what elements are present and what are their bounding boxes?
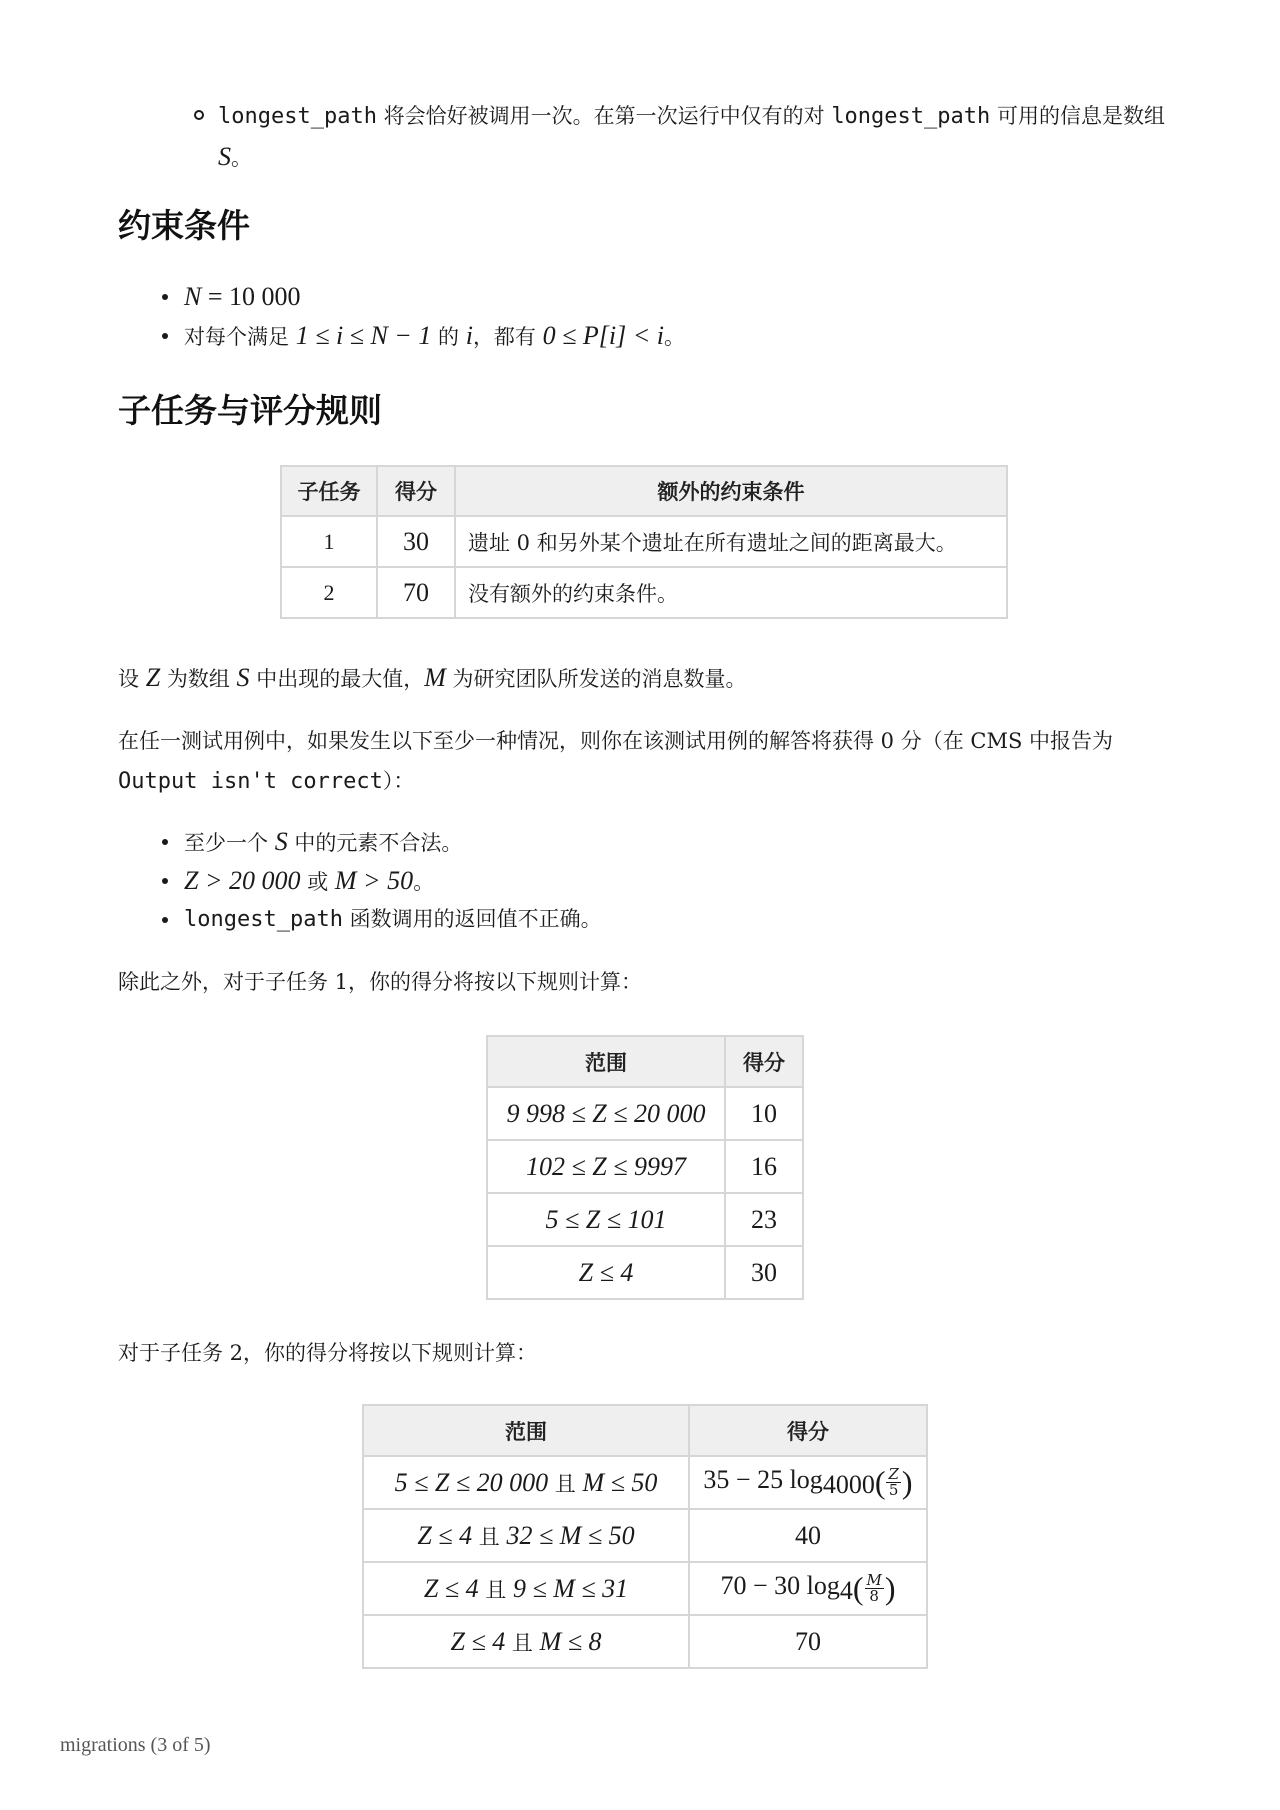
denominator: 8 <box>869 1587 879 1605</box>
denominator: 5 <box>888 1481 899 1499</box>
log-base: 4000 <box>822 1470 875 1500</box>
text: 且 <box>478 1577 513 1602</box>
subtasks-heading: 子任务与评分规则 <box>118 391 382 430</box>
sub-list-item <box>218 96 1178 178</box>
math-expr: M ≤ 50 <box>582 1467 658 1497</box>
cell-range: 5 ≤ Z ≤ 101 <box>487 1193 725 1246</box>
math-expr: 5 ≤ Z ≤ 20 000 <box>394 1467 549 1497</box>
text: 可用的信息是数组 <box>990 104 1165 128</box>
text: 。 <box>231 146 252 170</box>
table-row <box>281 567 1007 618</box>
table-header-row <box>281 466 1007 516</box>
subtask1-scoring-table <box>486 1035 804 1300</box>
paren: ( <box>852 1570 864 1606</box>
list-item <box>118 861 602 900</box>
text: 对每个满足 <box>184 325 296 349</box>
text: 且 <box>548 1471 583 1496</box>
column-header: 范围 <box>487 1036 725 1087</box>
column-header: 得分 <box>377 466 455 516</box>
math-expr: Z ≤ 4 <box>450 1626 506 1656</box>
cell-score: 70 <box>689 1615 927 1668</box>
cell-score: 70 <box>377 567 455 618</box>
math-var: i <box>465 321 473 350</box>
paragraph: 除此之外，对于子任务 1，你的得分将按以下规则计算： <box>118 970 643 994</box>
cell-score: 40 <box>689 1509 927 1562</box>
table-row <box>363 1509 927 1562</box>
cell-score: 16 <box>725 1140 803 1193</box>
table-header-row <box>487 1036 803 1087</box>
math-expr: 1 ≤ i ≤ N − 1 <box>295 321 432 350</box>
math-expr: 32 ≤ M ≤ 50 <box>506 1520 635 1550</box>
cell-range: 9 998 ≤ Z ≤ 20 000 <box>487 1087 725 1140</box>
code-longest-path: longest_path <box>831 104 991 129</box>
math-expr: 35 − 25 log <box>703 1465 823 1494</box>
list-item <box>118 277 685 316</box>
text: 设 <box>118 667 146 691</box>
cell-constraint: 没有额外的约束条件。 <box>455 567 1007 618</box>
fraction <box>886 1467 900 1498</box>
math-expr: M > 50 <box>334 866 414 895</box>
table-row <box>487 1246 803 1299</box>
list-item <box>118 316 685 355</box>
paragraph <box>118 721 1178 802</box>
table-row <box>487 1087 803 1140</box>
cell-range: Z ≤ 4 <box>487 1246 725 1299</box>
numerator: M <box>866 1571 882 1589</box>
text: 的 <box>431 325 466 349</box>
text: 至少一个 <box>184 831 275 855</box>
list-item <box>118 822 602 861</box>
cell-score: 30 <box>725 1246 803 1299</box>
failure-list <box>118 822 602 939</box>
math-expr: 70 − 30 log <box>720 1571 840 1600</box>
text: 且 <box>472 1524 507 1549</box>
text: 在任一测试用例中，如果发生以下至少一种情况，则你在该测试用例的解答将获得 0 分（在 CMS 中报告为 <box>118 729 1114 753</box>
cell-range: 102 ≤ Z ≤ 9997 <box>487 1140 725 1193</box>
math-expr: M ≤ 8 <box>539 1626 602 1656</box>
text: 中的元素不合法。 <box>287 831 463 855</box>
text: 且 <box>505 1630 540 1655</box>
column-header: 范围 <box>363 1405 689 1456</box>
table-row <box>487 1140 803 1193</box>
code-longest-path: longest_path <box>218 104 377 129</box>
subtask2-scoring-table <box>362 1404 928 1669</box>
log-base: 4 <box>839 1576 853 1606</box>
paren: ) <box>884 1570 896 1606</box>
numerator: Z <box>888 1465 899 1483</box>
math-expr: Z ≤ 4 <box>423 1573 479 1603</box>
table-row <box>281 516 1007 567</box>
text: ）： <box>382 769 415 793</box>
cell-score: 23 <box>725 1193 803 1246</box>
math-expr: Z > 20 000 <box>184 866 301 895</box>
paragraph: 对于子任务 2，你的得分将按以下规则计算： <box>118 1341 538 1365</box>
constraints-list <box>118 277 685 355</box>
cell-range <box>363 1562 689 1615</box>
math-expr: = 10 000 <box>201 282 301 311</box>
table-row <box>363 1562 927 1615</box>
cell-constraint: 遗址 0 和另外某个遗址在所有遗址之间的距离最大。 <box>455 516 1007 567</box>
cell-subtask: 2 <box>281 567 377 618</box>
subtasks-table <box>280 465 1008 619</box>
text: 将会恰好被调用一次。在第一次运行中仅有的对 <box>376 104 832 128</box>
code-output: Output isn't correct <box>118 769 383 794</box>
math-expr: Z ≤ 4 <box>417 1520 473 1550</box>
column-header: 得分 <box>725 1036 803 1087</box>
text: 为数组 <box>160 667 237 691</box>
table-row <box>363 1615 927 1668</box>
cell-range <box>363 1509 689 1562</box>
constraints-heading: 约束条件 <box>118 206 250 245</box>
text: 。 <box>413 870 435 894</box>
cell-subtask: 1 <box>281 516 377 567</box>
math-var: Z <box>145 663 161 692</box>
table-header-row <box>363 1405 927 1456</box>
cell-score: 30 <box>377 516 455 567</box>
paragraph <box>118 658 1178 699</box>
math-var: N <box>184 282 202 311</box>
math-expr: 9 ≤ M ≤ 31 <box>512 1573 629 1603</box>
list-item <box>118 900 602 939</box>
text: 为研究团队所发送的消息数量。 <box>445 667 747 691</box>
cell-score: 10 <box>725 1087 803 1140</box>
math-var: S <box>218 142 231 171</box>
column-header: 额外的约束条件 <box>455 466 1007 516</box>
table-row <box>487 1193 803 1246</box>
math-var: S <box>236 663 250 692</box>
hollow-bullet-icon <box>194 110 204 120</box>
math-expr: 0 ≤ P[i] < i <box>542 321 665 350</box>
text: 。 <box>664 325 686 349</box>
math-var: S <box>274 827 288 856</box>
code-longest-path: longest_path <box>184 907 343 932</box>
cell-range <box>363 1615 689 1668</box>
paren: ( <box>874 1464 886 1500</box>
cell-range <box>363 1456 689 1509</box>
cell-score <box>689 1456 927 1509</box>
fraction <box>865 1573 884 1604</box>
text: 函数调用的返回值不正确。 <box>342 907 602 931</box>
column-header: 得分 <box>689 1405 927 1456</box>
math-var: M <box>424 663 446 692</box>
text: ，都有 <box>472 325 543 349</box>
text: 或 <box>300 870 335 894</box>
cell-score <box>689 1562 927 1615</box>
paren: ) <box>901 1464 913 1500</box>
table-row <box>363 1456 927 1509</box>
column-header: 子任务 <box>281 466 377 516</box>
text: 中出现的最大值， <box>249 667 425 691</box>
page-footer: migrations (3 of 5) <box>60 1734 211 1756</box>
